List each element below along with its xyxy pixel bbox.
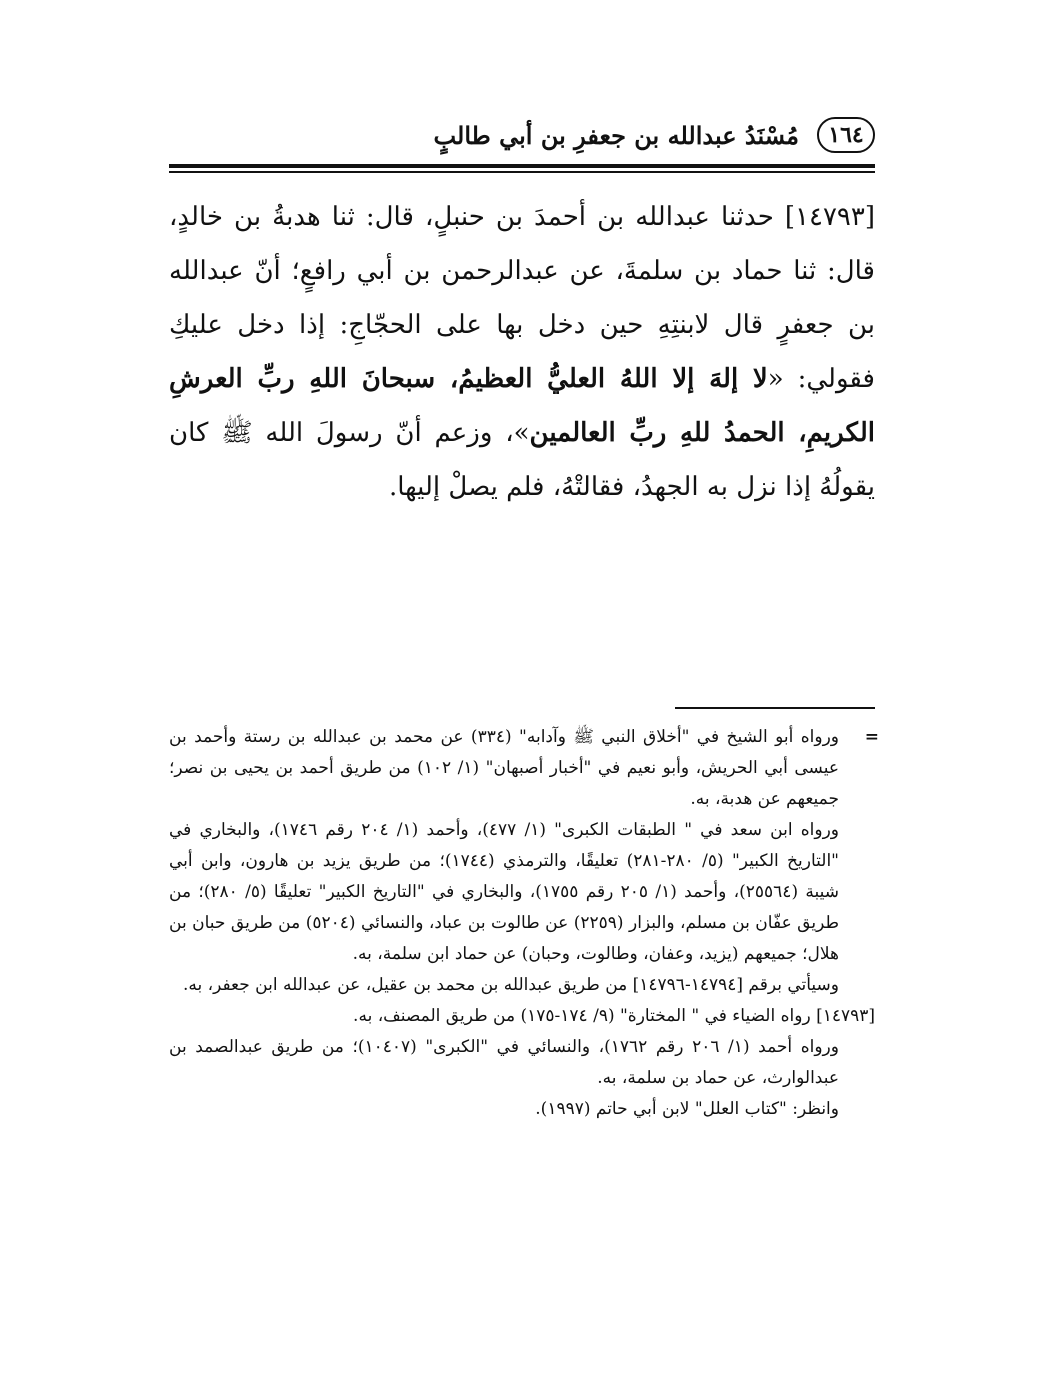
footnote-paragraph: وانظر: "كتاب العلل" لابن أبي حاتم (١٩٩٧). <box>535 1099 839 1119</box>
continuation-marker: = <box>864 727 879 747</box>
footnote-separator <box>675 707 875 709</box>
header-rule-thick <box>169 164 875 168</box>
hadith-number: [١٤٧٩٣] <box>784 202 875 232</box>
footnote-reference: [١٤٧٩٣] رواه الضياء في " المختارة" (٩/ ١٧٤-١٧٥) من طريق المصنف، به. <box>353 1006 875 1026</box>
running-title: مُسْنَدُ عبدالله بن جعفرِ بن أبي طالبٍ <box>433 120 799 150</box>
hadith-text <box>169 190 875 514</box>
header-rule-thin <box>169 171 875 173</box>
footnote-text: ورواه أبو الشيخ في "أخلاق النبي ﷺ وآدابه" (٣٣٤) عن محمد بن عبدالله بن رستة وأحمد بن عيسى أبي الحريش، وأبو نعيم في "أخبار أصبهان" (١/ ١٠٢) من طريق أحمد بن يحيى بن نصر؛ جميعهم عن هدبة، به. <box>169 727 839 809</box>
hadith-supplication: لا إلهَ إلا اللهُ العليُّ العظيمُ، سبحانَ اللهِ ربِّ العرشِ الكريمِ، الحمدُ للهِ ربِّ العالمين <box>169 364 875 448</box>
footnote-paragraph: ورواه أحمد (١/ ٢٠٦ رقم ١٧٦٢)، والنسائي في "الكبرى" (١٠٤٠٧)؛ من طريق عبدالصمد بن عبدالوارث، عن حماد بن سلمة، به. <box>169 1037 839 1088</box>
footnote-paragraph: ورواه ابن سعد في " الطبقات الكبرى" (١/ ٤٧٧)، وأحمد (١/ ٢٠٤ رقم ١٧٤٦)، والبخاري في "التاريخ الكبير" (٥/ ٢٨٠-٢٨١) تعليقًا، والترمذي (١٧٤٤)؛ من طريق يزيد بن هارون، وابن أبي شيبة (٢٥٥٦٤)، وأحمد (١/ ٢٠٥ رقم ١٧٥٥)، والبخاري في "التاريخ الكبير" تعليقًا (٥/ ٢٨٠)؛ من طريق عفّان بن مسلم، والبزار (٢٢٥٩) عن طالوت بن عباد، والنسائي (٥٢٠٤) من طريق حبان بن هلال؛ جميعهم (يزيد، وعفان، وطالوت، وحبان) عن حماد ابن سلمة، به. <box>169 820 840 964</box>
hadith-text-part2: »، وزعم أنّ رسولَ الله ﷺ كان يقولُهُ إذا نزل به الجهدُ، فقالتْهُ، فلم يصلْ إليها. <box>169 418 875 502</box>
page-header <box>169 112 875 158</box>
hadith-text-part1: حدثنا عبدالله بن أحمدَ بن حنبلٍ، قال: ثنا هدبةُ بن خالدٍ، قال: ثنا حماد بن سلمةَ، عن عبدالرحمن بن أبي رافعٍ؛ أنّ عبدالله بن جعفرٍ قال لابنتِهِ حين دخل بها على الحجّاجِ: إذا دخل عليكِ فقولي: « <box>169 202 875 394</box>
footnote-paragraph <box>169 722 879 815</box>
footnotes <box>169 722 879 1125</box>
page-number: ١٦٤ <box>817 117 875 153</box>
footnote-paragraph: وسيأتي برقم [١٤٧٩٤-١٤٧٩٦] من طريق عبدالله بن محمد بن عقيل، عن عبدالله ابن جعفر، به. <box>182 975 839 995</box>
